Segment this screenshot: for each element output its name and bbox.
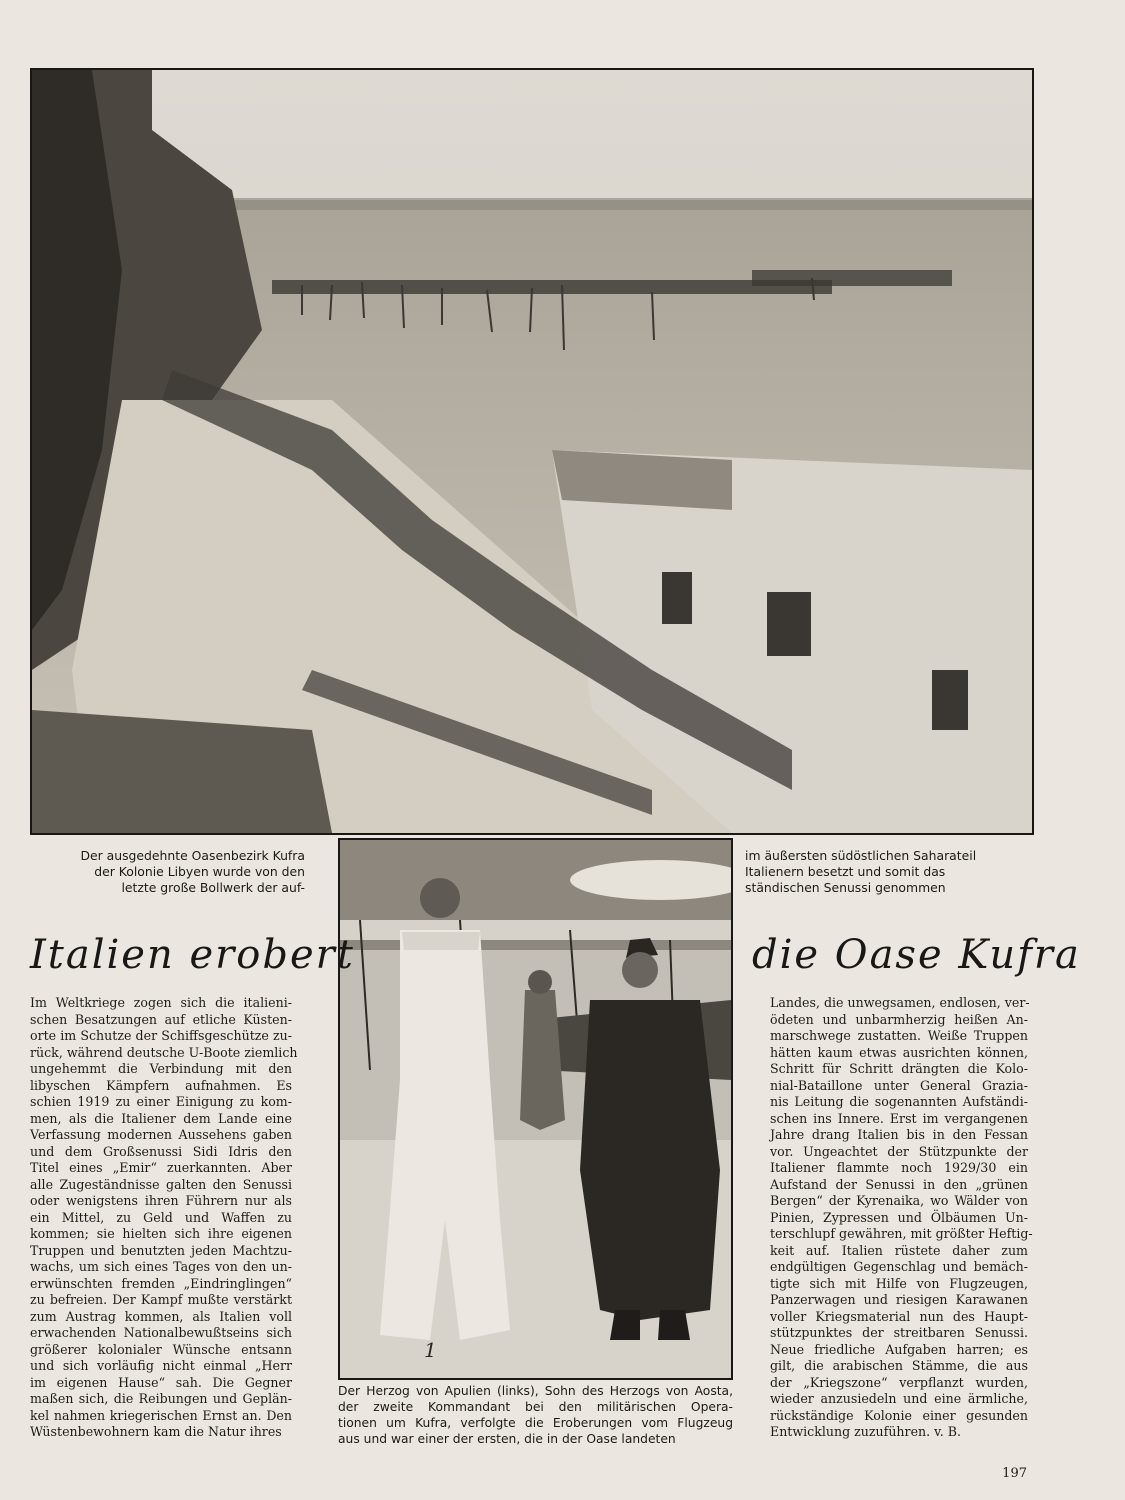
article-column-right	[770, 995, 1033, 1441]
article-line: Neue friedliche Aufgaben harren; es	[770, 1341, 1028, 1357]
article-line: men, als die Italiener dem Lande eine	[30, 1110, 292, 1126]
article-line: alle Zugeständnisse galten den Senussi	[30, 1176, 292, 1192]
article-line: Schritt für Schritt drängten die Kolo-	[770, 1061, 1028, 1076]
article-line: orte im Schutze der Schiffsgeschütze zu-	[30, 1028, 292, 1043]
article-line: kel nahmen kriegerischen Ernst an. Den	[30, 1407, 292, 1423]
caption-line: Der ausgedehnte Oasenbezirk Kufra	[80, 848, 305, 863]
article-line: erwünschten fremden „Eindringlingen“	[30, 1275, 292, 1291]
article-line: der „Kriegszone“ verpflanzt wurden,	[770, 1374, 1028, 1390]
article-line: vor. Ungeachtet der Stützpunkte der	[770, 1143, 1028, 1159]
article-line: rück, während deutsche U-Boote ziemlich	[30, 1044, 298, 1060]
article-line: Jahre drang Italien bis in den Fessan	[770, 1127, 1028, 1142]
photo-oasis-kufra	[30, 68, 1034, 835]
article-line: hätten kaum etwas ausrichten können,	[770, 1044, 1028, 1060]
article-line: wieder anzusiedeln und eine ärmliche,	[770, 1391, 1028, 1406]
article-line: größerer kolonialer Wünsche entsann	[30, 1341, 292, 1357]
article-line: erwachenden Nationalbewußtseins sich	[30, 1325, 292, 1340]
article-line: und dem Großsenussi Sidi Idris den	[30, 1143, 292, 1159]
article-line: Aufstand der Senussi in den „grünen	[770, 1176, 1028, 1192]
article-line: voller Kriegsmaterial nun des Haupt-	[770, 1308, 1028, 1324]
article-line: ödeten und unbarmherzig heißen An-	[770, 1011, 1028, 1027]
photo-number: 1	[424, 1338, 437, 1362]
headline-right: die Oase Kufra	[752, 932, 1081, 978]
photo-duke-of-apulia	[338, 838, 733, 1380]
article-line: Verfassung modernen Aussehens gaben	[30, 1127, 292, 1142]
article-line: zu befreien. Der Kampf mußte verstärkt	[30, 1292, 292, 1307]
caption-line: ständischen Senussi genommen	[745, 880, 946, 895]
caption-line: Der Herzog von Apulien (links), Sohn des Herzogs von Aosta,	[338, 1384, 733, 1398]
page-number: 197	[1002, 1466, 1027, 1481]
article-line: rückständige Kolonie einer gesunden	[770, 1407, 1028, 1423]
caption-top-left	[30, 848, 305, 896]
article-line: ungehemmt die Verbindung mit den	[30, 1061, 292, 1076]
article-line: schen ins Innere. Erst im vergangenen	[770, 1110, 1028, 1126]
headline-left: Italien erobert	[30, 932, 355, 978]
caption-middle	[338, 1383, 733, 1447]
article-line: libyschen Kämpfern aufnahmen. Es	[30, 1077, 292, 1093]
article-line: Panzerwagen und riesigen Karawanen	[770, 1292, 1028, 1307]
caption-line: tionen um Kufra, verfolgte die Eroberungen vom Flugzeug	[338, 1416, 733, 1430]
caption-line: aus und war einer der ersten, die in der Oase landeten	[338, 1432, 676, 1446]
article-line: gilt, die arabischen Stämme, die aus	[770, 1358, 1028, 1373]
article-line: Wüstenbewohnern kam die Natur ihres	[30, 1424, 282, 1439]
caption-line: der zweite Kommandant bei den militärischen Opera-	[338, 1400, 733, 1414]
caption-line: Italienern besetzt und somit das	[745, 864, 946, 879]
article-line: maßen sich, die Reibungen und Geplän-	[30, 1391, 292, 1406]
article-line: nis Leitung die sogenannten Aufständi-	[770, 1094, 1028, 1109]
article-line: nial-Bataillone unter General Grazia-	[770, 1077, 1028, 1093]
article-line: oder wenigstens ihren Führern nur als	[30, 1193, 292, 1208]
article-line: terschlupf gewähren, mit größter Heftig-	[770, 1226, 1033, 1241]
article-line: Im Weltkriege zogen sich die italieni-	[30, 995, 292, 1010]
article-column-left	[30, 995, 298, 1441]
article-line: stützpunktes der streitbaren Senussi.	[770, 1325, 1028, 1340]
article-line: schien 1919 zu einer Einigung zu kom-	[30, 1094, 292, 1109]
caption-line: letzte große Bollwerk der auf-	[121, 880, 305, 895]
article-line: Truppen und benutzten jeden Machtzu-	[30, 1242, 292, 1258]
article-line: Pinien, Zypressen und Ölbäumen Un-	[770, 1209, 1028, 1225]
article-line: schen Besatzungen auf etliche Küsten-	[30, 1011, 292, 1027]
article-line: Titel eines „Emir“ zuerkannten. Aber	[30, 1160, 292, 1175]
caption-line: im äußersten südöstlichen Saharateil	[745, 848, 977, 863]
caption-top-right	[745, 848, 1027, 896]
article-line: Landes, die unwegsamen, endlosen, ver-	[770, 995, 1030, 1010]
article-line: und sich vorläufig nicht einmal „Herr	[30, 1358, 292, 1373]
article-line: zum Austrag kommen, als Italien voll	[30, 1308, 292, 1324]
article-line: tigte sich mit Hilfe von Flugzeugen,	[770, 1275, 1028, 1291]
article-line: kommen; sie hielten sich ihre eigenen	[30, 1226, 292, 1241]
article-line: Entwicklung zuzuführen. v. B.	[770, 1424, 962, 1439]
article-line: endgültigen Gegenschlag und bemäch-	[770, 1259, 1028, 1274]
article-line: marschwege zustatten. Weiße Truppen	[770, 1028, 1028, 1043]
article-line: Italiener flammte noch 1929/30 ein	[770, 1160, 1028, 1175]
caption-line: der Kolonie Libyen wurde von den	[94, 864, 305, 879]
article-line: ein Mittel, zu Geld und Waffen zu	[30, 1209, 292, 1225]
article-line: keit auf. Italien rüstete daher zum	[770, 1242, 1028, 1258]
article-line: wachs, um sich eines Tages von den un-	[30, 1259, 292, 1274]
article-line: Bergen“ der Kyrenaika, wo Wälder von	[770, 1193, 1028, 1208]
article-line: im eigenen Hause“ sah. Die Gegner	[30, 1374, 292, 1390]
